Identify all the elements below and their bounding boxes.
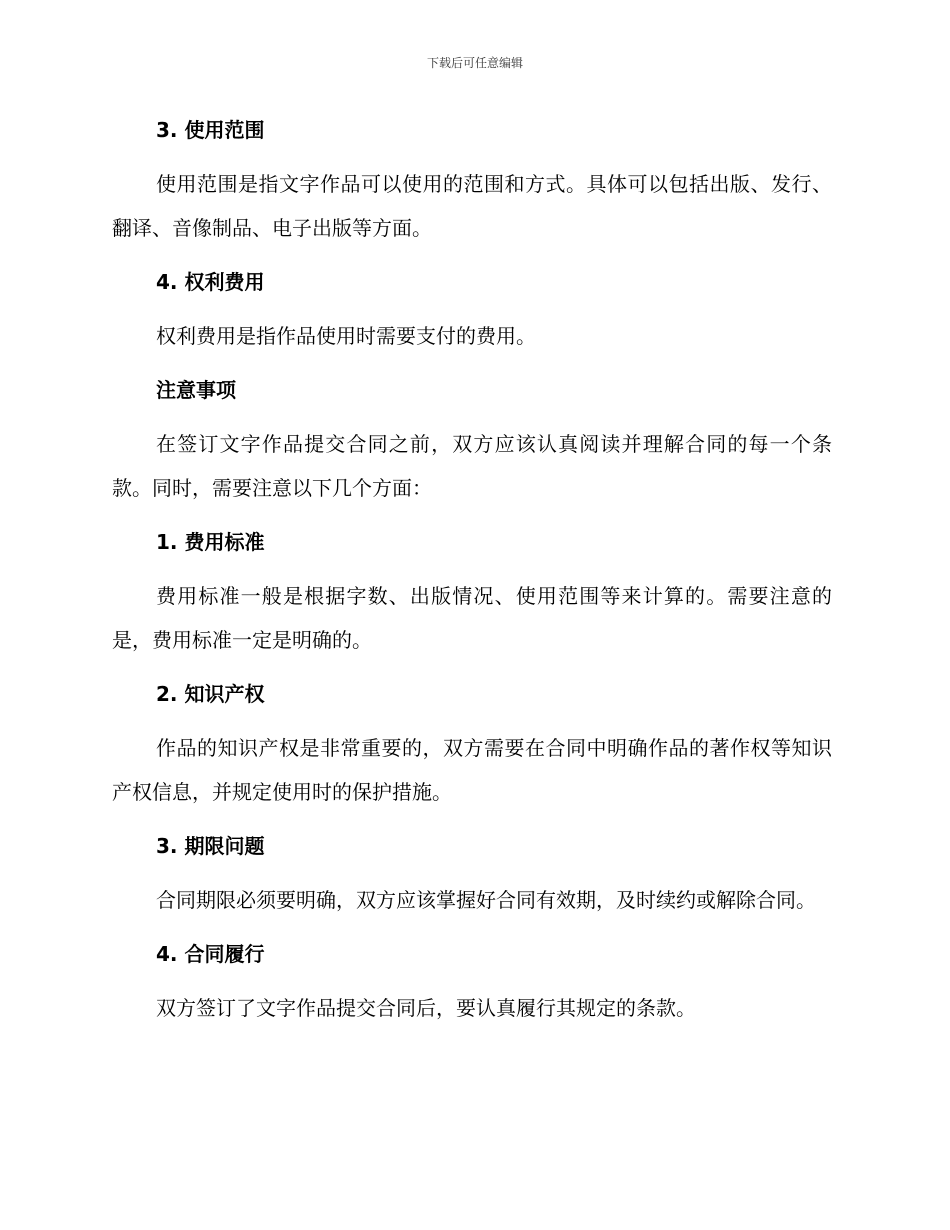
page-header: 下载后可任意编辑: [426, 56, 523, 70]
paragraph-ip: 作品的知识产权是非常重要的，双方需要在合同中明确作品的著作权等知识产权信息，并规定使用时的保护措施。: [112, 736, 832, 804]
section-heading-royalty-fee: 4. 权利费用: [156, 270, 265, 294]
section-heading-ip: 2. 知识产权: [156, 682, 265, 706]
paragraph-royalty-fee: 权利费用是指作品使用时需要支付的费用。: [156, 324, 536, 348]
section-heading-performance: 4. 合同履行: [156, 942, 265, 966]
section-heading-fee-standard: 1. 费用标准: [156, 530, 265, 554]
paragraph-usage-scope: 使用范围是指文字作品可以使用的范围和方式。具体可以包括出版、发行、翻译、音像制品、电子出版等方面。: [112, 172, 832, 240]
section-heading-usage-scope: 3. 使用范围: [156, 118, 265, 142]
paragraph-notes: 在签订文字作品提交合同之前，双方应该认真阅读并理解合同的每一个条款。同时，需要注意以下几个方面：: [112, 432, 832, 500]
section-heading-notes: 注意事项: [156, 378, 236, 402]
paragraph-performance: 双方签订了文字作品提交合同后，要认真履行其规定的条款。: [156, 996, 696, 1020]
section-heading-term: 3. 期限问题: [156, 834, 265, 858]
document-body: [112, 108, 832, 1040]
paragraph-fee-standard: 费用标准一般是根据字数、出版情况、使用范围等来计算的。需要注意的是，费用标准一定是明确的。: [112, 584, 832, 652]
paragraph-term: 合同期限必须要明确，双方应该掌握好合同有效期，及时续约或解除合同。: [156, 888, 816, 912]
